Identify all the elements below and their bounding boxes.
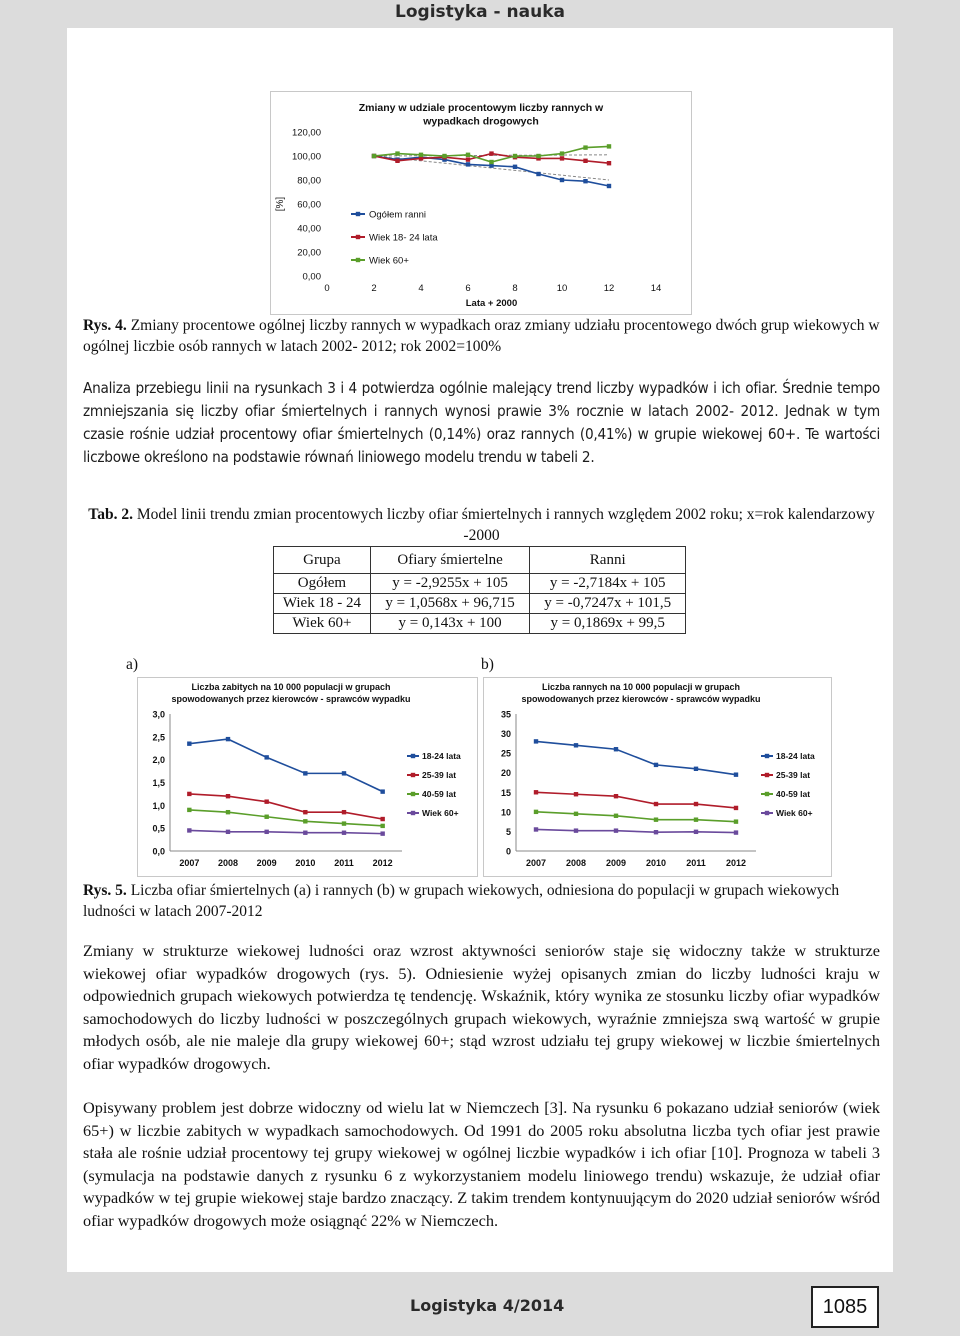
x-tick-label: 14 xyxy=(650,283,662,294)
page-number: 1085 xyxy=(811,1286,879,1328)
data-point xyxy=(734,830,738,834)
table-cell: y = -2,7184x + 105 xyxy=(530,574,686,594)
table-cell: Wiek 18 - 24 xyxy=(274,594,371,614)
table-header-cell: Grupa xyxy=(274,547,371,574)
table-2-title-label: Tab. 2. xyxy=(88,506,133,523)
paragraph-germany: Opisywany problem jest dobrze widoczny od wielu lat w Niemczech [3]. Na rysunku 6 pokazano udział seniorów (wiek 65+) w liczbie zabitych w wypadkach samochodowych. Od 1991 do 2005 roku absolutna liczba tych ofiar jest prawie stała ale rośnie udział procentowy tej grupy wiekowej w ogólnej liczbie wypadków i ich ofiar [10]. Prognoza w tabeli 3 (symulacja na podstawie danych z rysunku 6 z wykorzystaniem modelu liniowego trendu) wskazuje, że udział ofiar wypadków w tej grupie wiekowej staje bardzo znaczący. Z takim trendem kontynuującym do 2020 udział seniorów wśród ofiar wypadków drogowych może osiągnąć 22% w Niemczech. xyxy=(83,1098,880,1230)
table-row xyxy=(274,574,686,594)
table-row xyxy=(274,594,686,614)
table-row xyxy=(274,614,686,634)
data-point xyxy=(380,831,384,835)
series-line xyxy=(189,794,382,819)
table-cell: y = 1,0568x + 96,715 xyxy=(370,594,530,614)
data-point xyxy=(226,737,230,741)
x-tick-label: 2012 xyxy=(725,858,747,868)
data-point xyxy=(489,160,493,164)
y-tick-label: 120,00 xyxy=(291,127,321,139)
y-tick-label: 20 xyxy=(500,768,511,779)
x-tick-label: 12 xyxy=(603,283,615,294)
data-point xyxy=(303,810,307,814)
series-line xyxy=(536,829,736,832)
data-point xyxy=(574,812,578,816)
data-point xyxy=(654,817,658,821)
data-point xyxy=(342,821,346,825)
data-point xyxy=(380,824,384,828)
y-tick-label: 0,0 xyxy=(152,846,165,857)
y-tick-label: 0 xyxy=(505,846,511,857)
table-cell: y = 0,143x + 100 xyxy=(370,614,530,634)
y-tick-label: 25 xyxy=(500,748,511,759)
data-point xyxy=(187,792,191,796)
chart-share-injured xyxy=(271,92,691,314)
data-point xyxy=(534,790,538,794)
figure-5a-label: a) xyxy=(126,656,139,673)
journal-header: Logistyka - nauka xyxy=(395,2,565,22)
data-point xyxy=(654,763,658,767)
data-point xyxy=(583,145,587,149)
legend-marker xyxy=(411,792,415,796)
series-line xyxy=(536,792,736,808)
chart-title: Liczba zabitych na 10 000 populacji w grupach xyxy=(191,682,391,692)
legend-marker xyxy=(356,235,360,239)
chart-title: Liczba rannych na 10 000 populacji w grupach xyxy=(541,682,741,692)
chart-title: Zmiany w udziale procentowym liczby rannych w xyxy=(358,102,604,114)
legend-marker xyxy=(411,773,415,777)
data-point xyxy=(560,178,564,182)
x-tick-label: 2 xyxy=(371,283,377,294)
figure-4-chart xyxy=(270,91,692,315)
figure-5b-label: b) xyxy=(481,656,494,673)
legend-label: 40-59 lat xyxy=(776,789,811,799)
y-tick-label: 60,00 xyxy=(297,199,321,211)
series-line xyxy=(189,810,382,826)
data-point xyxy=(372,154,376,158)
data-point xyxy=(342,831,346,835)
data-point xyxy=(226,794,230,798)
y-tick-label: 35 xyxy=(500,709,511,720)
figure-5a-chart xyxy=(137,677,478,877)
y-tick-label: 20,00 xyxy=(297,247,321,259)
legend-marker xyxy=(765,792,769,796)
y-tick-label: 1,5 xyxy=(152,778,165,788)
legend-label: Wiek 60+ xyxy=(422,808,459,818)
x-tick-label: 2007 xyxy=(179,858,200,868)
data-point xyxy=(734,806,738,810)
data-point xyxy=(694,767,698,771)
data-point xyxy=(607,184,611,188)
table-2-trend-models xyxy=(273,546,686,634)
data-point xyxy=(607,161,611,165)
data-point xyxy=(536,154,540,158)
y-tick-label: 1,0 xyxy=(152,800,165,811)
legend-marker xyxy=(411,754,415,758)
legend-marker xyxy=(356,258,360,262)
data-point xyxy=(380,789,384,793)
series-line xyxy=(536,741,736,774)
data-point xyxy=(187,828,191,832)
y-tick-label: 5 xyxy=(505,826,511,837)
legend-marker xyxy=(765,754,769,758)
legend-label: 25-39 lat xyxy=(422,770,457,780)
data-point xyxy=(303,771,307,775)
legend-label: 18-24 lata xyxy=(422,751,461,761)
data-point xyxy=(614,747,618,751)
data-point xyxy=(734,819,738,823)
y-tick-label: 15 xyxy=(500,787,511,798)
y-tick-label: 2,0 xyxy=(152,755,165,766)
figure-4-caption xyxy=(83,315,880,357)
x-tick-label: 2010 xyxy=(645,858,667,868)
data-point xyxy=(694,830,698,834)
figure-5-caption xyxy=(83,880,880,922)
x-tick-label: 2011 xyxy=(334,858,354,868)
data-point xyxy=(466,153,470,157)
data-point xyxy=(654,802,658,806)
y-tick-label: 0,5 xyxy=(152,823,165,834)
y-tick-label: 30 xyxy=(500,729,511,740)
legend-label: Ogółem ranni xyxy=(369,209,427,221)
table-cell: y = -2,9255x + 105 xyxy=(370,574,530,594)
x-tick-label: 6 xyxy=(465,283,471,294)
table-cell: Wiek 60+ xyxy=(274,614,371,634)
data-point xyxy=(513,165,517,169)
y-tick-label: 10 xyxy=(500,807,511,818)
data-point xyxy=(513,154,517,158)
data-point xyxy=(264,755,268,759)
data-point xyxy=(264,815,268,819)
legend-label: 25-39 lat xyxy=(776,770,811,780)
paragraph-trend-analysis: Analiza przebiegu linii na rysunkach 3 i 4 potwierdza ogólnie malejący trend liczby wypadków i ich ofiar. Średnie tempo zmniejszania się liczby ofiar śmiertelnych i rannych wynosi prawie 3% rocznie w latach 2002- 2012. Jednak w tym czasie rośnie udział procentowy ofiar śmiertelnych (0,14%) oraz rannych (0,41%) w grupie wiekowej 60+. Te wartości liczbowe określono na podstawie równań liniowego modelu trendu w tabeli 2. xyxy=(83,379,880,466)
data-point xyxy=(264,830,268,834)
data-point xyxy=(534,827,538,831)
data-point xyxy=(226,830,230,834)
data-point xyxy=(534,739,538,743)
legend-label: Wiek 60+ xyxy=(369,255,409,267)
y-tick-label: 40,00 xyxy=(297,223,321,235)
x-tick-label: 2007 xyxy=(525,858,547,868)
legend-marker xyxy=(411,811,415,815)
data-point xyxy=(187,741,191,745)
data-point xyxy=(342,771,346,775)
x-tick-label: 2008 xyxy=(565,858,587,868)
y-axis-label: [%] xyxy=(275,196,286,212)
series-line xyxy=(536,812,736,822)
data-point xyxy=(264,799,268,803)
data-point xyxy=(614,828,618,832)
chart-title: wypadkach drogowych xyxy=(423,115,539,128)
data-point xyxy=(380,817,384,821)
legend-label: 40-59 lat xyxy=(422,789,457,799)
x-tick-label: 2010 xyxy=(295,858,316,868)
legend-marker xyxy=(356,212,360,216)
table-cell: Ogółem xyxy=(274,574,371,594)
x-tick-label: 10 xyxy=(556,283,568,294)
y-tick-label: 100,00 xyxy=(291,151,321,163)
figure-4-caption-label: Rys. 4. xyxy=(83,317,127,334)
data-point xyxy=(442,154,446,158)
data-point xyxy=(303,831,307,835)
data-point xyxy=(574,828,578,832)
data-point xyxy=(583,159,587,163)
data-point xyxy=(466,157,470,161)
data-point xyxy=(654,830,658,834)
data-point xyxy=(574,743,578,747)
x-tick-label: 2012 xyxy=(372,858,393,868)
data-point xyxy=(489,151,493,155)
table-header-cell: Ofiary śmiertelne xyxy=(370,547,530,574)
y-tick-label: 3,0 xyxy=(152,709,165,720)
figure-5-caption-text: Liczba ofiar śmiertelnych (a) i rannych (b) w grupach wiekowych, odniesiona do populacji w grupach wiekowych ludności w latach 2007-2012 xyxy=(83,882,840,920)
x-tick-label: 2009 xyxy=(605,858,627,868)
x-tick-label: 4 xyxy=(418,283,424,294)
y-tick-label: 2,5 xyxy=(152,732,165,743)
x-tick-label: 2008 xyxy=(217,858,239,868)
data-point xyxy=(607,144,611,148)
data-point xyxy=(734,772,738,776)
data-point xyxy=(342,810,346,814)
journal-footer: Logistyka 4/2014 xyxy=(410,1296,565,1315)
data-point xyxy=(226,810,230,814)
data-point xyxy=(395,159,399,163)
data-point xyxy=(536,172,540,176)
legend-label: 18-24 lata xyxy=(776,751,815,761)
data-point xyxy=(466,162,470,166)
data-point xyxy=(574,792,578,796)
x-tick-label: 8 xyxy=(512,283,518,294)
legend-label: Wiek 60+ xyxy=(776,808,813,818)
table-header-cell: Ranni xyxy=(530,547,686,574)
figure-5-caption-label: Rys. 5. xyxy=(83,882,127,899)
x-tick-label: 0 xyxy=(324,283,330,294)
data-point xyxy=(560,151,564,155)
data-point xyxy=(694,817,698,821)
chart-title: spowodowanych przez kierowców - sprawców wypadku xyxy=(521,694,761,704)
figure-4-caption-text: Zmiany procentowe ogólnej liczby rannych w wypadkach oraz zmiany udziału procentowego dwóch grup wiekowych w ogólnej liczbie osób rannych w latach 2002- 2012; rok 2002=100% xyxy=(83,317,880,355)
series-line xyxy=(189,830,382,833)
x-tick-label: 2011 xyxy=(686,858,706,868)
data-point xyxy=(303,819,307,823)
y-tick-label: 0,00 xyxy=(302,271,321,283)
data-point xyxy=(395,151,399,155)
chart-title: spowodowanych przez kierowców - sprawców wypadku xyxy=(171,694,411,704)
table-header-row xyxy=(274,547,686,574)
table-cell: y = -0,7247x + 101,5 xyxy=(530,594,686,614)
data-point xyxy=(534,810,538,814)
y-tick-label: 80,00 xyxy=(297,175,321,187)
table-2-title xyxy=(83,504,880,546)
data-point xyxy=(560,156,564,160)
chart-killed-per-population xyxy=(138,678,477,876)
data-point xyxy=(694,802,698,806)
figure-5b-chart xyxy=(483,677,832,877)
data-point xyxy=(187,808,191,812)
table-cell: y = 0,1869x + 99,5 xyxy=(530,614,686,634)
table-2-title-text: Model linii trendu zmian procentowych liczby ofiar śmiertelnych i rannych względem 2002 roku; x=rok kalendarzowy -2000 xyxy=(136,506,875,544)
data-point xyxy=(614,814,618,818)
paragraph-age-structure: Zmiany w strukturze wiekowej ludności oraz wzrost aktywności seniorów staje się widoczny także w strukturze wiekowej ofiar wypadków drogowych (rys. 5). Odniesienie wyżej opisanych zmian do liczby ludności kraju w odpowiednich grupach wiekowych potwierdza tę tendencję. Wskaźnik, który wynika ze stosunku liczby ofiar wypadków samochodowych do liczby ludności w poszczególnych grupach wiekowych, wyraźnie zmniejsza swą wartość w grupie młodych osób, ale nie maleje dla grupy wiekowej 60+; stąd wzrost udziału tej grupy wiekowej w liczbie śmiertelnych ofiar wypadków drogowych. xyxy=(83,941,880,1073)
legend-marker xyxy=(765,811,769,815)
legend-marker xyxy=(765,773,769,777)
data-point xyxy=(614,794,618,798)
legend-label: Wiek 18- 24 lata xyxy=(369,232,438,244)
data-point xyxy=(583,179,587,183)
series-line xyxy=(189,739,382,792)
data-point xyxy=(419,153,423,157)
x-tick-label: 2009 xyxy=(256,858,277,868)
x-axis-label: Lata + 2000 xyxy=(465,298,518,309)
chart-injured-per-population xyxy=(484,678,831,876)
